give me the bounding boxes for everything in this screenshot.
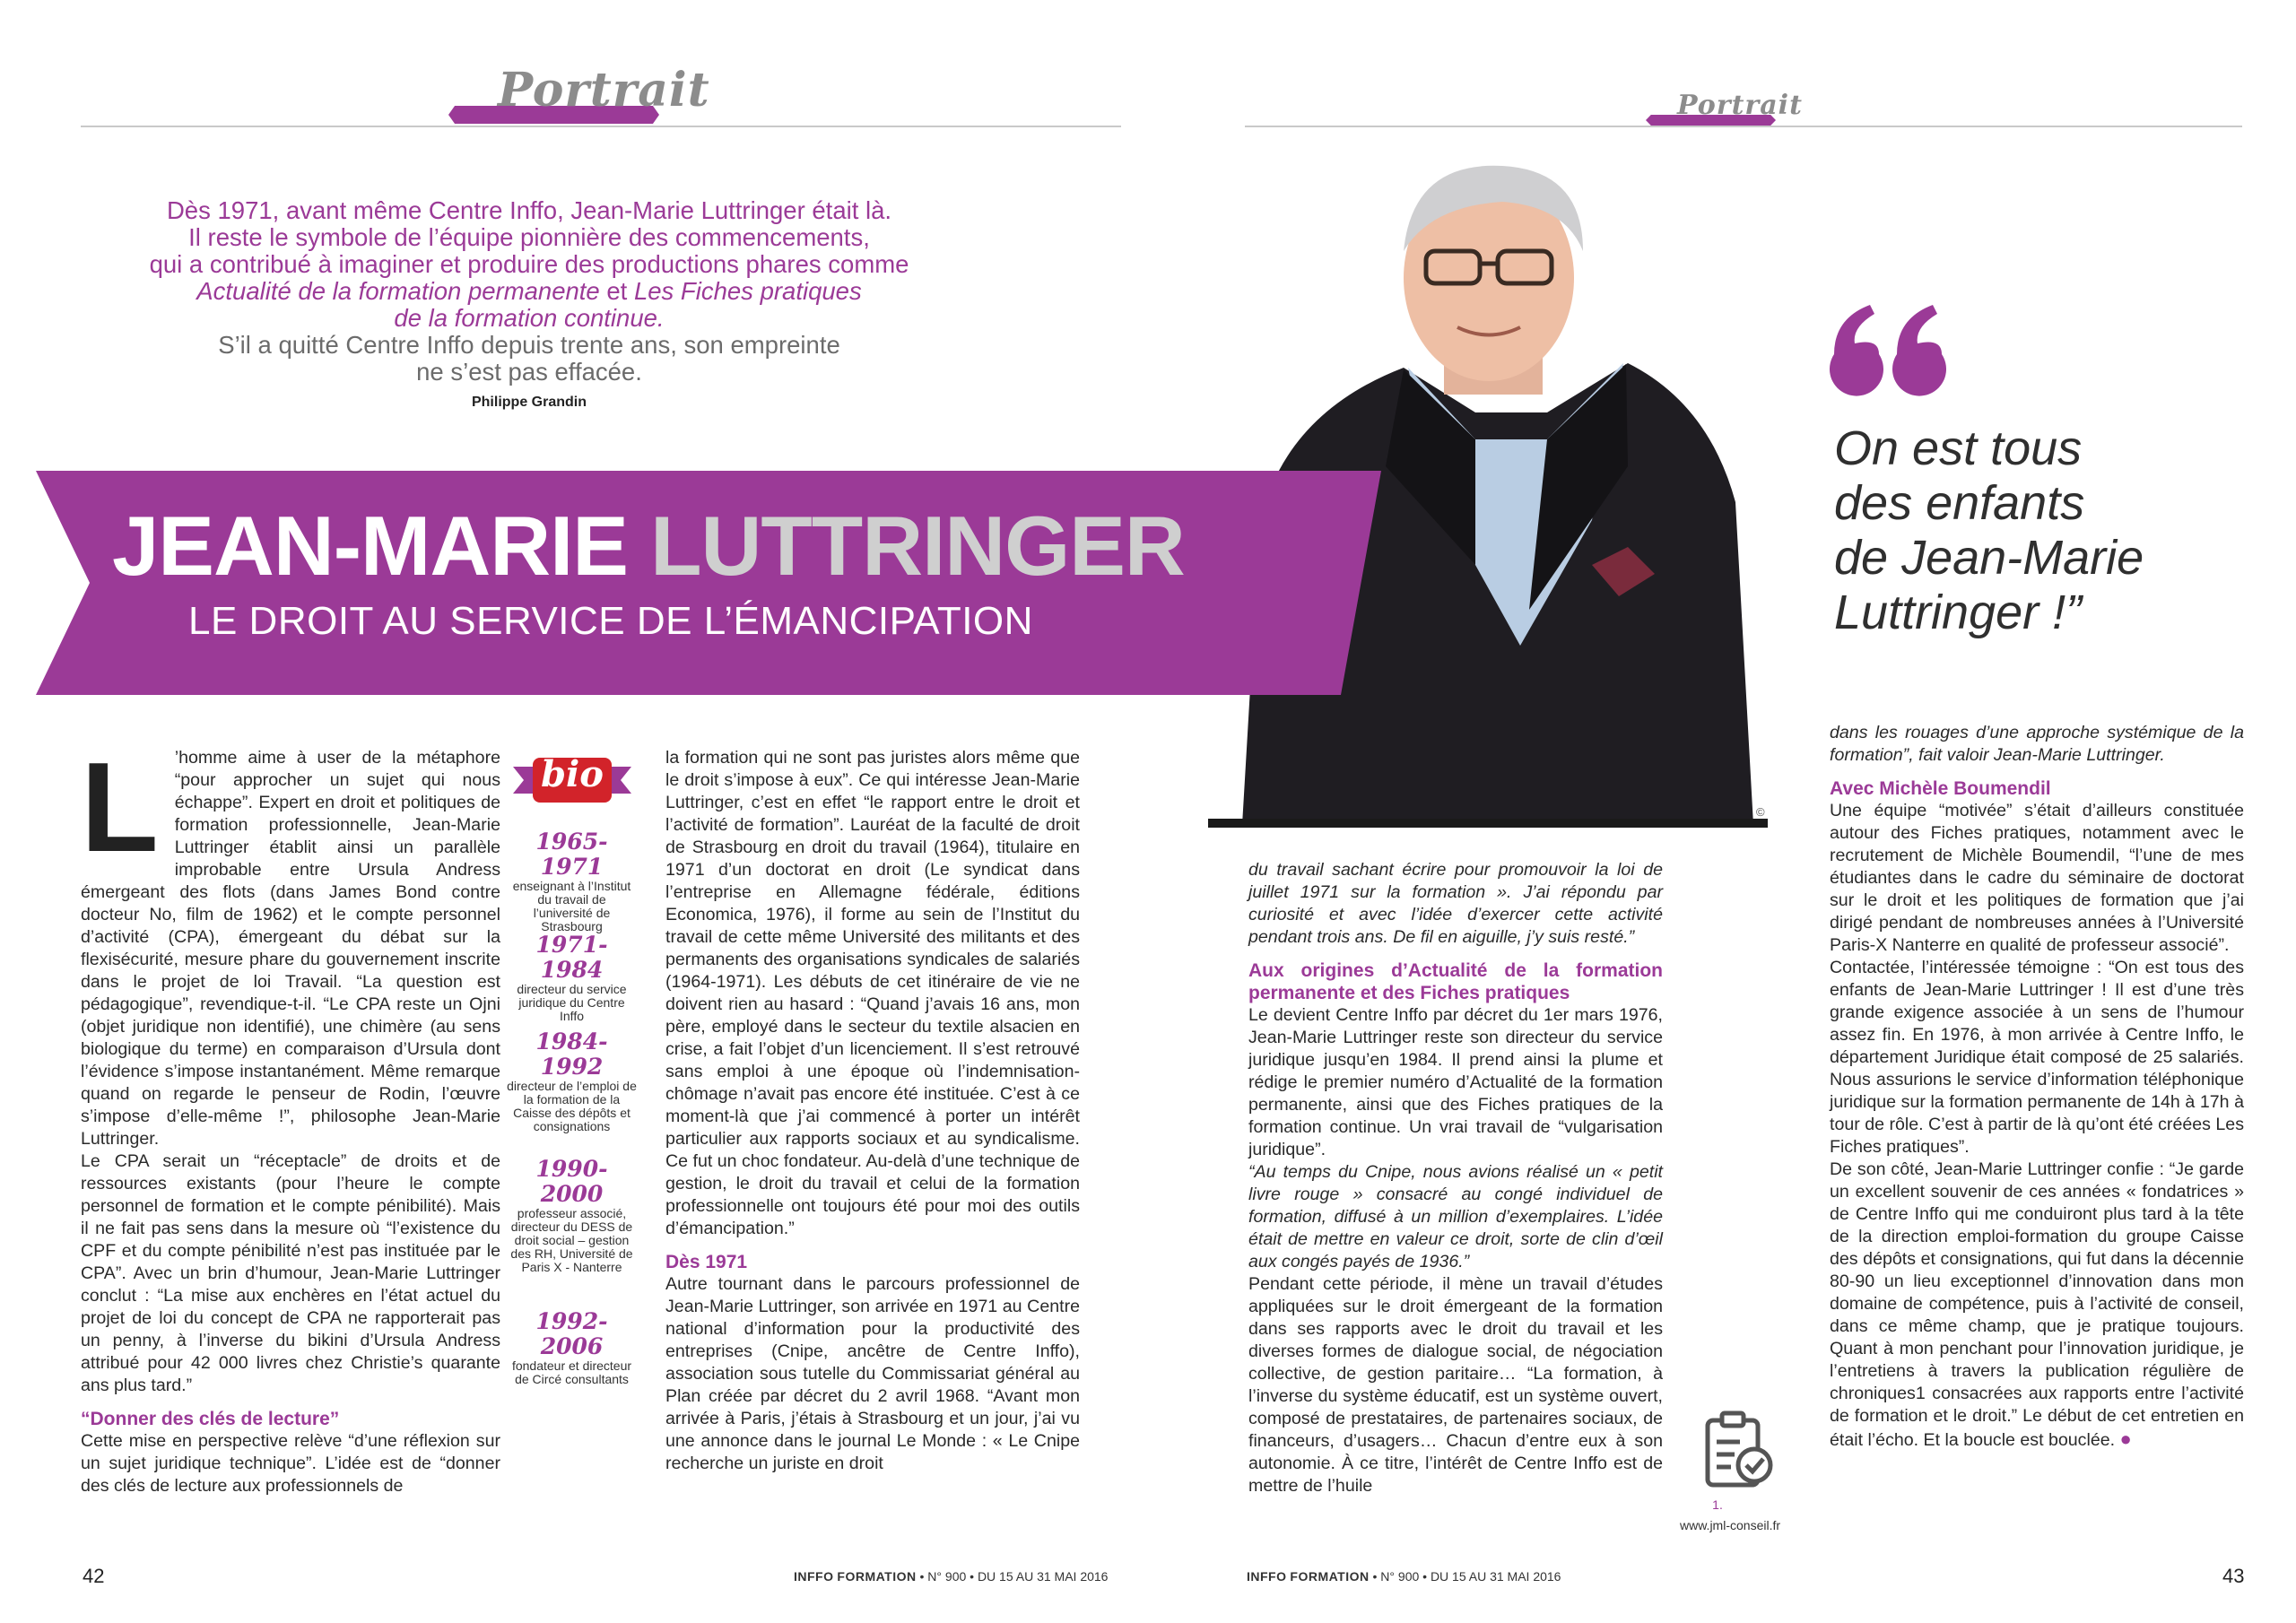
bio-years: 1971-1984 bbox=[535, 932, 608, 983]
intro-line bbox=[126, 305, 933, 332]
page-number-right: 43 bbox=[2222, 1565, 2245, 1587]
paragraph bbox=[1830, 1159, 2244, 1452]
paragraph: Pendant cette période, il mène un travail d’études appliquées sur le droit émergeant de la formation dans ses rapports avec le droit du travail et les diverses formes de dialogue social, de négociation collective, de gestion paritaire… “La formation, à l’inverse du système éducatif, est un système ouvert, composé de prestataires, de partenaires sociaux, de financeurs, d’usagers… Chacun d’entre eux à son autonomie. À ce titre, l’intérêt de Centre Inffo est de mettre de l’huile bbox=[1248, 1274, 1663, 1496]
subheading: “Donner des clés de lecture” bbox=[81, 1409, 340, 1429]
photo-base-bar bbox=[1208, 819, 1768, 828]
bio-description: fondateur et directeur de Circé consultants bbox=[511, 1358, 632, 1386]
bio-entry bbox=[507, 1029, 637, 1133]
header-rule-left bbox=[81, 126, 1121, 127]
intro-title-2b: de la formation continue. bbox=[394, 304, 665, 332]
bio-years: 1990-2000 bbox=[535, 1156, 608, 1207]
quote-marks-icon bbox=[1830, 300, 1946, 399]
bio-entry bbox=[507, 1157, 637, 1274]
footer-left bbox=[794, 1569, 1108, 1584]
article-column-3 bbox=[1248, 859, 1663, 1497]
pull-quote bbox=[1834, 421, 2144, 640]
photo-credit: © bbox=[1756, 805, 1765, 819]
paragraph: dans les rouages d’une approche systémique de la formation”, fait valoir Jean-Marie Luttringer. bbox=[1830, 723, 2244, 765]
bio-years: 1992-2006 bbox=[535, 1308, 608, 1359]
subheading: Aux origines d’Actualité de la formation permanente et des Fiches pratiques bbox=[1248, 960, 1663, 1003]
bio-description: professeur associé, directeur du DESS de droit social – gestion des RH, Université de Paris X - Nanterre bbox=[510, 1206, 633, 1274]
article-column-1 bbox=[81, 736, 500, 1497]
first-name: JEAN-MARIE bbox=[112, 499, 628, 593]
brand-inffo: INFFO bbox=[794, 1569, 834, 1584]
last-name: LUTTRINGER bbox=[650, 499, 1185, 593]
bio-entry bbox=[507, 933, 637, 1023]
bio-description: directeur du service juridique du Centre Inffo bbox=[517, 982, 627, 1023]
intro-author: Philippe Grandin bbox=[471, 395, 587, 410]
footnote-number: 1. bbox=[1712, 1497, 1723, 1512]
intro-line: S’il a quitté Centre Inffo depuis trente ans, son empreinte bbox=[218, 331, 840, 359]
end-mark-icon: ● bbox=[2119, 1428, 2132, 1450]
bio-years: 1984-1992 bbox=[535, 1028, 608, 1080]
paragraph-text: De son côté, Jean-Marie Luttringer confie : “Je garde un excellent souvenir de ces années « fondatrices » de Centre Inffo qui me conduiront plus tard à la tête de la direction emploi-formation du groupe Caisse des dépôts et consignations, qui fut dans la décennie 80-90 un lieu exceptionnel d’innovation dans mon domaine de compétence, puis à l’activité de conseil, dans ce même champ, que je pratique toujours. Quant à mon penchant pour l’innovation juridique, je l’entretiens à travers la publication régulière de chroniques1 consacrées aux rapports entre l’activité de formation et le droit.” Le début de cet entretien en était l’écho. Et la boucle est bouclée. bbox=[1830, 1159, 2244, 1450]
bio-badge-label: bio bbox=[541, 753, 604, 795]
paragraph: la formation qui ne sont pas juristes alors même que le droit s’impose à eux”. Ce qui intéresse Jean-Marie Luttringer, c’est en effet “le rapport entre le droit et l’activité de formation”. Lauréat de la faculté de droit de Strasbourg en droit du travail (1964), titulaire en 1971 d’un doctorat en droit (Le syndicat dans l’entreprise en Allemagne fédérale, éditions Economica, 1976), il forme au sein de l’Institut du travail de cette même Université des militants et des permanents des organisations syndicales de salariés (1964-1971). Les débuts de cet itinéraire de vie ne doivent rien au hasard : “Quand j’avais 16 ans, mon père, employé dans le secteur du textile alsacien en crise, a fait l’objet d’un licenciement. Il s’est retrouvé sans emploi à une époque où l’indemnisation-chômage n’avait pas encore été instituée. C’est à ce moment-là que j’ai commencé à porter un intérêt particulier aux rapports sociaux et au syndicalisme. Ce fut un choc fondateur. Au-delà d’une technique de gestion, le droit du travail et celui de la formation professionnelle ont toujours été pour moi des outils d’émancipation.” bbox=[665, 748, 1080, 1238]
intro-line: Dès 1971, avant même Centre Inffo, Jean-Marie Luttringer était là. bbox=[166, 196, 892, 224]
paragraph: Le CPA serait un “réceptacle” de droits et de ressources existants (pour l’heure le compte personnel de formation et le compte pénibilité). Mais il ne fait pas sens dans la mesure où “l’existence du CPF et du compte pénibilité n’est pas instituée par le CPA”. Avec un brin d’humour, Jean-Marie Luttringer conclut : “La mise aux enchères en l’état actuel du projet de loi du concept de CPA ne rapporterait pas un penny, à l’inverse du bikini d’Ursula Andress attribué pour 42 000 livres chez Christie’s quarante ans plus tard.” bbox=[81, 1151, 500, 1395]
paragraph: Contactée, l’intéressée témoigne : “On est tous des enfants de Jean-Marie Luttringer ! Il est d’une très grande exigence associée à un sens de l’humour assez fin. En 1976, à mon arrivée à Centre Inffo, le département Juridique était composé de 25 salariés. Nous assurions le service d’information téléphonique juridique sur la formation permanente de 14h à 17h à tour de rôle. C’est à partir de là qu’ont été créées Les Fiches pratiques”. bbox=[1830, 958, 2244, 1157]
brand-formation: FORMATION bbox=[837, 1569, 917, 1584]
person-name bbox=[112, 498, 1185, 595]
brand-inffo: INFFO bbox=[1247, 1569, 1287, 1584]
footnote-link[interactable]: www.jml-conseil.fr bbox=[1680, 1518, 1781, 1532]
paragraph bbox=[81, 736, 500, 1150]
footer-right bbox=[1247, 1569, 1561, 1584]
paragraph-text: ’homme aime à user de la métaphore “pour approcher un sujet qui nous échappe”. Expert en droit et politiques de formation professionnelle, Jean-Marie Luttringer établit ainsi un parallèle improbable entre Ursula Andress émergeant des flots (dans James Bond contre docteur No, film de 1962) et le compte personnel d’activité (CPA), émergeant du débat sur la flexisécurité, mesure phare du gouvernement inscrite dans le projet de loi Travail. “La question est pédagogique”, revendique-t-il. “Le CPA reste un Ojni (objet juridique non identifié), une chimère (au sens biologique du terme) en comparaison d’Ursula dont l’évidence s’impose instantanément. Même remarque quand on regarde le penseur de Rodin, l’œuvre s’impose d’elle-même !”, philosophe Jean-Marie Luttringer. bbox=[81, 748, 500, 1149]
article-column-4 bbox=[1830, 722, 2244, 1452]
paragraph: Le devient Centre Inffo par décret du 1er mars 1976, Jean-Marie Luttringer reste son directeur du service juridique jusqu’en 1984. Il prend ainsi la plume et rédige le premier numéro d’Actualité de la formation permanente, ainsi que des Fiches pratiques de la formation continue. Un vrai travail de “vulgarisation juridique”. bbox=[1248, 1005, 1663, 1159]
pull-quote-line: de Jean-Marie bbox=[1834, 531, 2144, 585]
paragraph: Autre tournant dans le parcours professionnel de Jean-Marie Luttringer, son arrivée en 1971 au Centre national d’information pour la productivité des entreprises (Cnipe, ancêtre de Centre Inffo), association sous tutelle du Commissariat général au Plan créée par décret du 2 avril 1968. “Avant mon arrivée à Paris, j’étais à Strasbourg et un jour, j’ai vu une annonce dans le journal Le Monde : « Le Cnipe recherche un juriste en droit bbox=[665, 1274, 1080, 1473]
paragraph: Une équipe “motivée” s’était d’ailleurs constituée autour des Fiches pratiques, notamment avec le recrutement de Michèle Boumendil, “l’une de mes étudiantes dans le cadre du séminaire de doctorat sur le droit et les politiques de formation que j’ai dirigé pendant de nombreuses années à l’Université Paris-X Nanterre en qualité de professeur associé”. bbox=[1830, 801, 2244, 955]
intro-title-2: Les Fiches pratiques bbox=[633, 277, 862, 305]
header-rule-right bbox=[1245, 126, 2242, 127]
bio-description: enseignant à l’Institut du travail de l’université de Strasbourg bbox=[512, 879, 631, 933]
issue-info: • N° 900 • DU 15 AU 31 MAI 2016 bbox=[1372, 1569, 1561, 1584]
intro-title-1: Actualité de la formation permanente bbox=[196, 277, 600, 305]
section-title-left: Portrait bbox=[498, 63, 710, 117]
banner-subtitle: LE DROIT AU SERVICE DE L’ÉMANCIPATION bbox=[188, 599, 1033, 643]
brand-formation: FORMATION bbox=[1290, 1569, 1370, 1584]
bio-entry bbox=[507, 829, 637, 933]
paragraph: du travail sachant écrire pour promouvoir la loi de juillet 1971 sur la formation ». J’ai répondu par curiosité et avec l’idée d’exercer cette activité pendant trois ans. De fil en aiguille, j’y suis resté.” bbox=[1248, 860, 1663, 947]
pull-quote-line: On est tous bbox=[1834, 421, 2083, 475]
article-column-2 bbox=[665, 747, 1080, 1475]
pull-quote-line: Luttringer !” bbox=[1834, 586, 2083, 639]
drop-cap: L bbox=[81, 736, 159, 879]
bio-entry bbox=[507, 1309, 637, 1386]
intro-line bbox=[126, 278, 933, 305]
pull-quote-line: des enfants bbox=[1834, 476, 2085, 530]
intro-block bbox=[126, 197, 933, 416]
intro-line: qui a contribué à imaginer et produire des productions phares comme bbox=[149, 250, 909, 278]
bio-years: 1965-1971 bbox=[535, 829, 608, 880]
intro-line: ne s’est pas effacée. bbox=[416, 358, 642, 386]
paragraph: “Au temps du Cnipe, nous avions réalisé un « petit livre rouge » consacré au congé individuel de formation, diffusé à un million d’exemplaires. L’idée était de mettre en valeur ce droit, sorte de clin d’œil aux congés payés de 1936.” bbox=[1248, 1162, 1663, 1271]
subheading: Avec Michèle Boumendil bbox=[1830, 778, 2051, 799]
section-title-right: Portrait bbox=[1677, 90, 1803, 121]
subheading: Dès 1971 bbox=[665, 1252, 748, 1272]
page-number-left: 42 bbox=[83, 1565, 105, 1587]
intro-line: Il reste le symbole de l’équipe pionnière des commencements, bbox=[188, 223, 870, 251]
paragraph: Cette mise en perspective relève “d’une réflexion sur un sujet juridique technique”. L’idée est de “donner des clés de lecture aux professionnels de bbox=[81, 1431, 500, 1496]
bio-description: directeur de l’emploi de la formation de la Caisse des dépôts et consignations bbox=[507, 1079, 637, 1133]
clipboard-check-icon bbox=[1702, 1410, 1774, 1490]
issue-info: • N° 900 • DU 15 AU 31 MAI 2016 bbox=[919, 1569, 1109, 1584]
intro-and: et bbox=[599, 277, 634, 305]
